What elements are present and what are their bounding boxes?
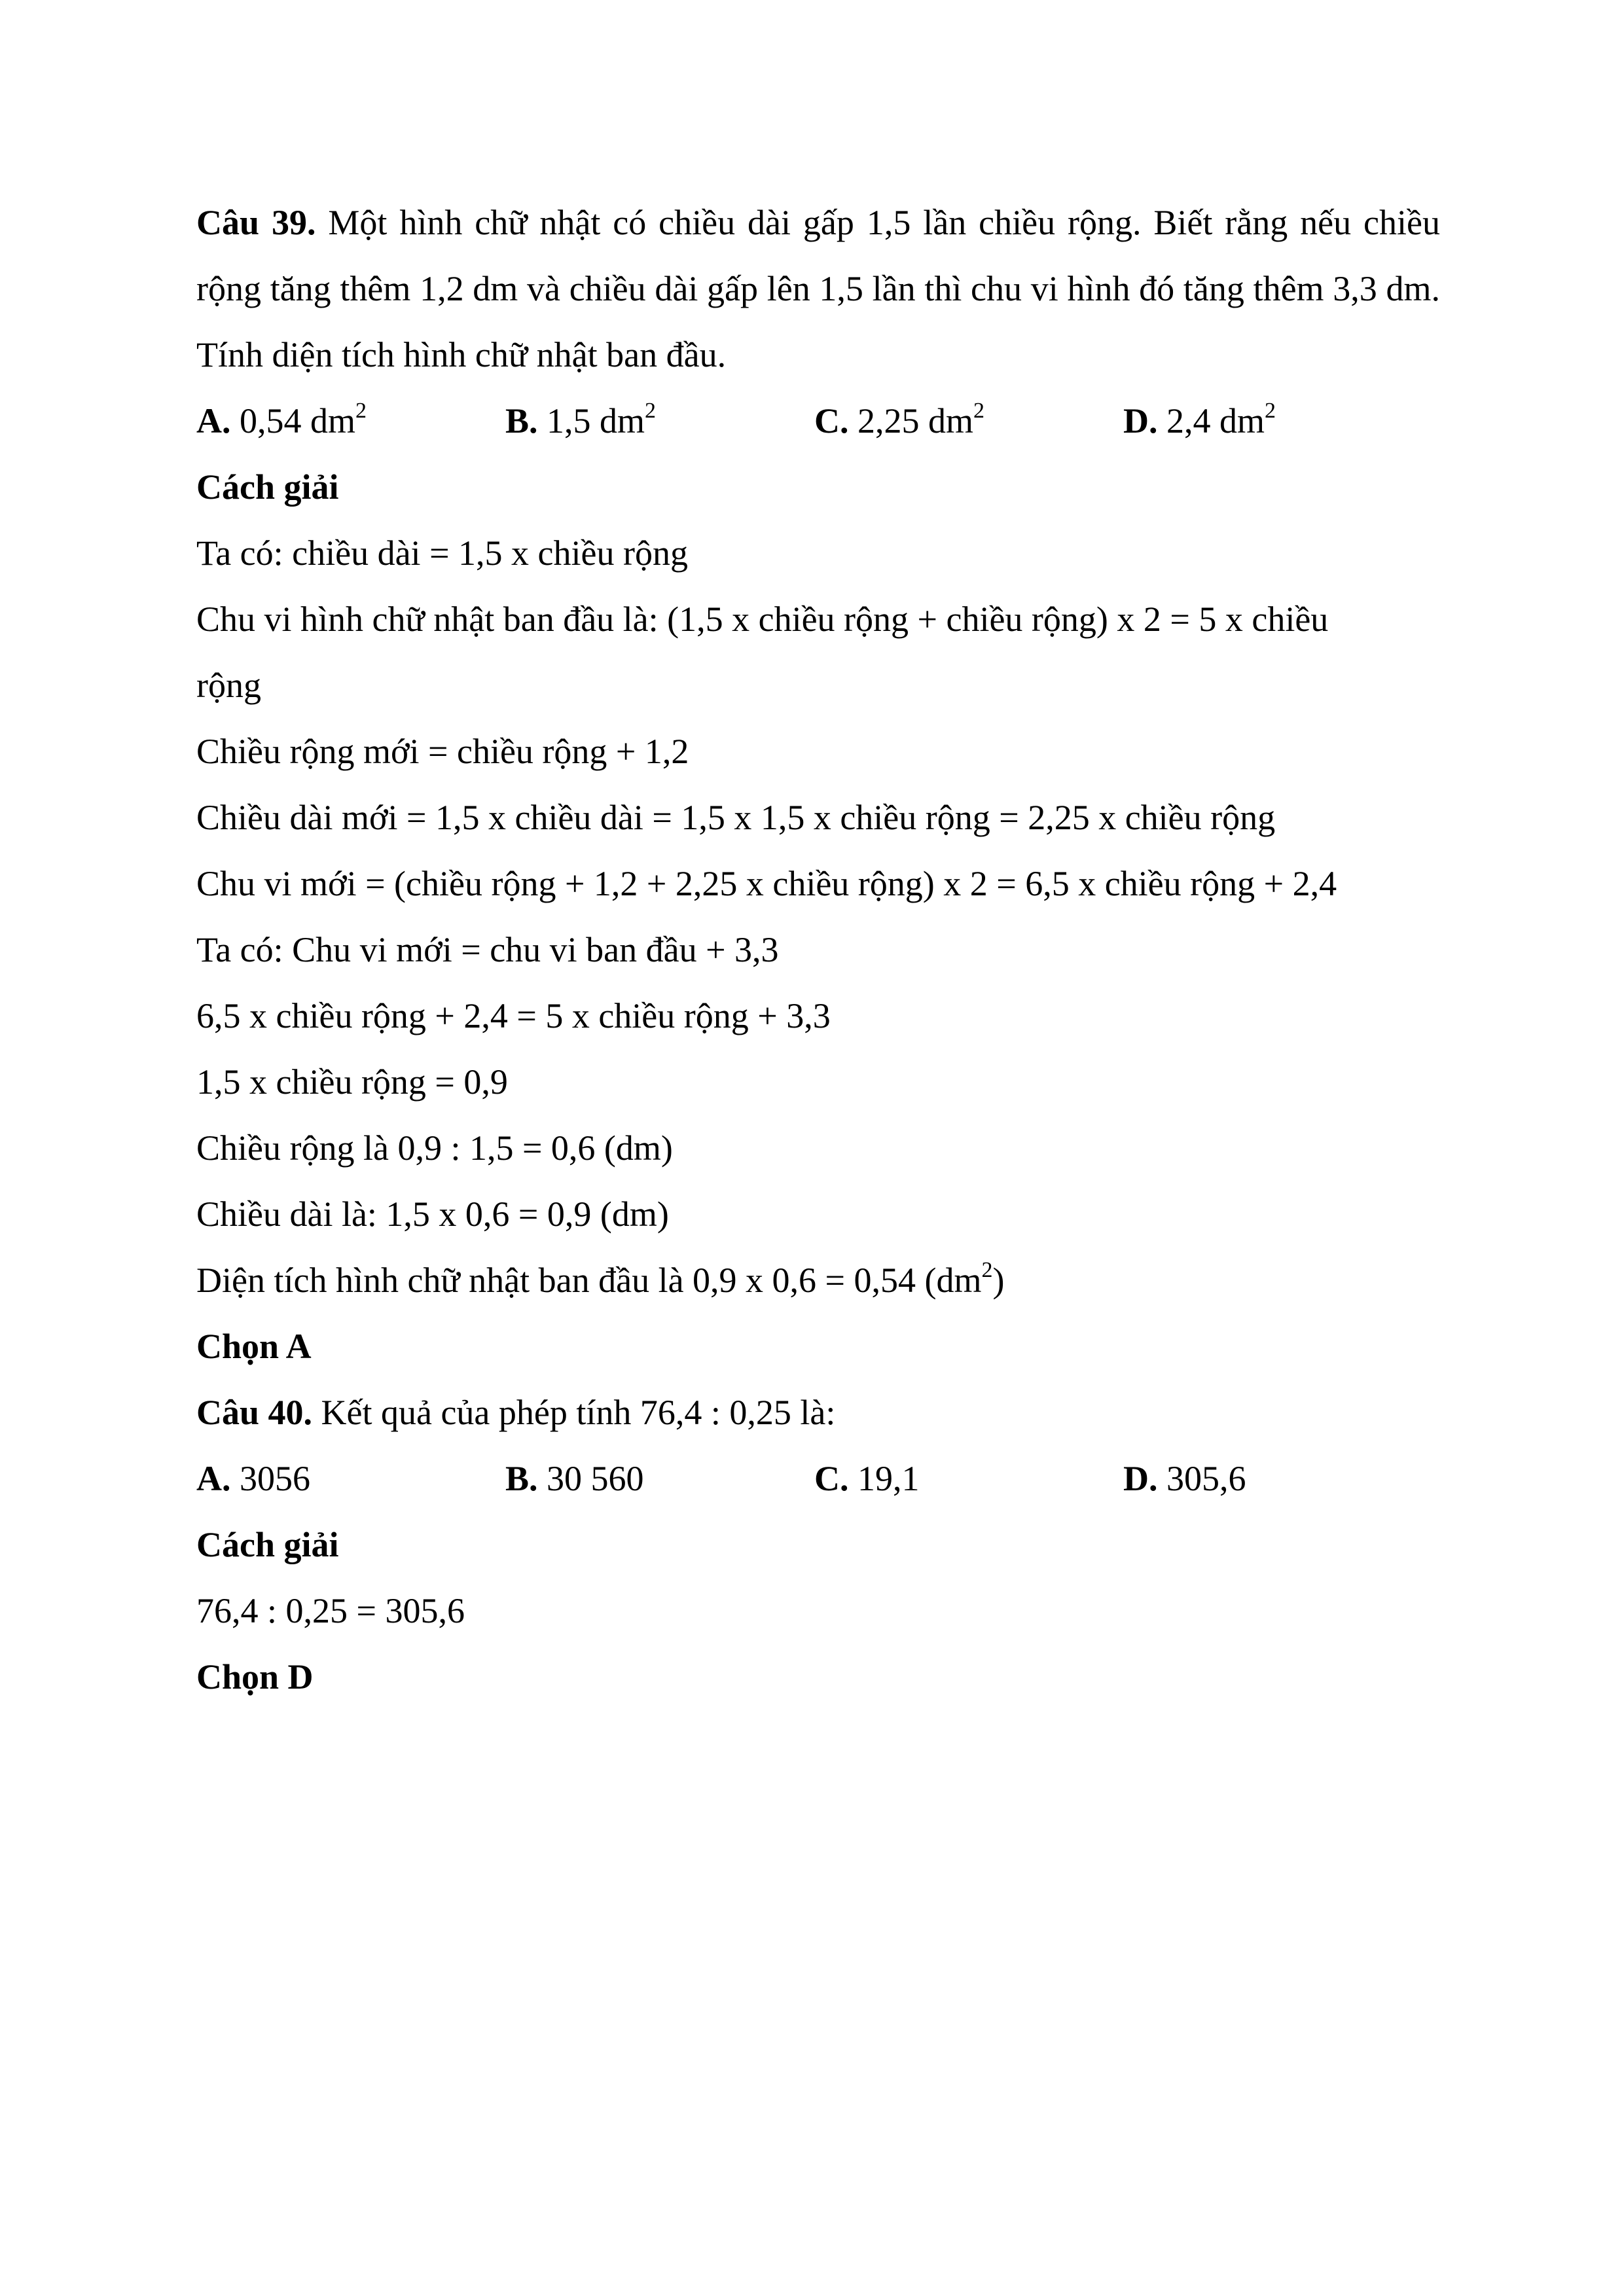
solution-step: Chu vi mới = (chiều rộng + 1,2 + 2,25 x chiều rộng) x 2 = 6,5 x chiều rộng + 2,4 (196, 864, 1337, 903)
area-text: Diện tích hình chữ nhật ban đầu là 0,9 x 0,6 = 0,54 (dm (196, 1261, 982, 1300)
solution-step: Chiều rộng mới = chiều rộng + 1,2 (196, 732, 689, 771)
solution-step: Chiều rộng là 0,9 : 1,5 = 0,6 (dm) (196, 1128, 673, 1168)
option-value: 1,5 dm (537, 401, 645, 440)
option-letter: D. (1123, 1459, 1158, 1498)
question-39-label: Câu 39. (196, 203, 316, 242)
question-40-label: Câu 40. (196, 1393, 313, 1432)
option-d (1123, 388, 1276, 454)
option-c (814, 388, 1123, 454)
option-letter: B. (505, 401, 538, 440)
question-40 (196, 1380, 1440, 1446)
solution-step: Chu vi hình chữ nhật ban đầu là: (1,5 x chiều rộng + chiều rộng) x 2 = 5 x chiều (196, 600, 1329, 639)
option-d (1123, 1446, 1246, 1512)
option-unit-exponent: 2 (645, 399, 657, 423)
solution-step: 6,5 x chiều rộng + 2,4 = 5 x chiều rộng + 3,3 (196, 996, 831, 1035)
solution-step: Chiều dài mới = 1,5 x chiều dài = 1,5 x 1,5 x chiều rộng = 2,25 x chiều rộng (196, 798, 1276, 837)
option-letter: C. (814, 1459, 849, 1498)
option-c (814, 1446, 1123, 1512)
option-value: 305,6 (1157, 1459, 1246, 1498)
answer-40: Chọn D (196, 1657, 314, 1696)
question-40-options (196, 1446, 1440, 1512)
area-unit-exponent: 2 (981, 1258, 993, 1282)
solution-step: Ta có: Chu vi mới = chu vi ban đầu + 3,3 (196, 930, 779, 969)
option-letter: A. (196, 401, 231, 440)
question-39-options (196, 388, 1440, 454)
option-value: 3056 (230, 1459, 310, 1498)
option-a (196, 1446, 505, 1512)
question-40-text: Kết quả của phép tính 76,4 : 0,25 là: (312, 1393, 836, 1432)
option-value: 2,4 dm (1157, 401, 1265, 440)
solution-step: 76,4 : 0,25 = 305,6 (196, 1591, 465, 1630)
option-letter: A. (196, 1459, 231, 1498)
solution-step: rộng (196, 666, 261, 705)
document-page (196, 190, 1440, 1710)
solution-area-step (196, 1247, 1440, 1314)
answer-39: Chọn A (196, 1327, 312, 1366)
solution-step: Ta có: chiều dài = 1,5 x chiều rộng (196, 533, 688, 573)
option-value: 30 560 (537, 1459, 644, 1498)
option-value: 19,1 (848, 1459, 920, 1498)
option-a (196, 388, 505, 454)
option-letter: B. (505, 1459, 538, 1498)
solution-heading: Cách giải (196, 467, 339, 507)
question-39 (196, 190, 1440, 388)
option-unit-exponent: 2 (355, 399, 367, 423)
area-text-close: ) (992, 1261, 1005, 1300)
solution-step: Chiều dài là: 1,5 x 0,6 = 0,9 (dm) (196, 1194, 669, 1234)
question-39-text: Một hình chữ nhật có chiều dài gấp 1,5 lần chiều rộng. Biết rằng nếu chiều rộng tăng thêm 1,2 dm và chiều dài gấp lên 1,5 lần thì chu vi hình đó tăng thêm 3,3 dm. Tính diện tích hình chữ nhật ban đầu. (196, 203, 1440, 374)
option-letter: D. (1123, 401, 1158, 440)
option-unit-exponent: 2 (973, 399, 985, 423)
option-value: 2,25 dm (848, 401, 974, 440)
solution-step: 1,5 x chiều rộng = 0,9 (196, 1062, 508, 1102)
option-unit-exponent: 2 (1265, 399, 1276, 423)
option-b (505, 388, 814, 454)
option-b (505, 1446, 814, 1512)
solution-heading: Cách giải (196, 1525, 339, 1564)
option-letter: C. (814, 401, 849, 440)
option-value: 0,54 dm (230, 401, 356, 440)
